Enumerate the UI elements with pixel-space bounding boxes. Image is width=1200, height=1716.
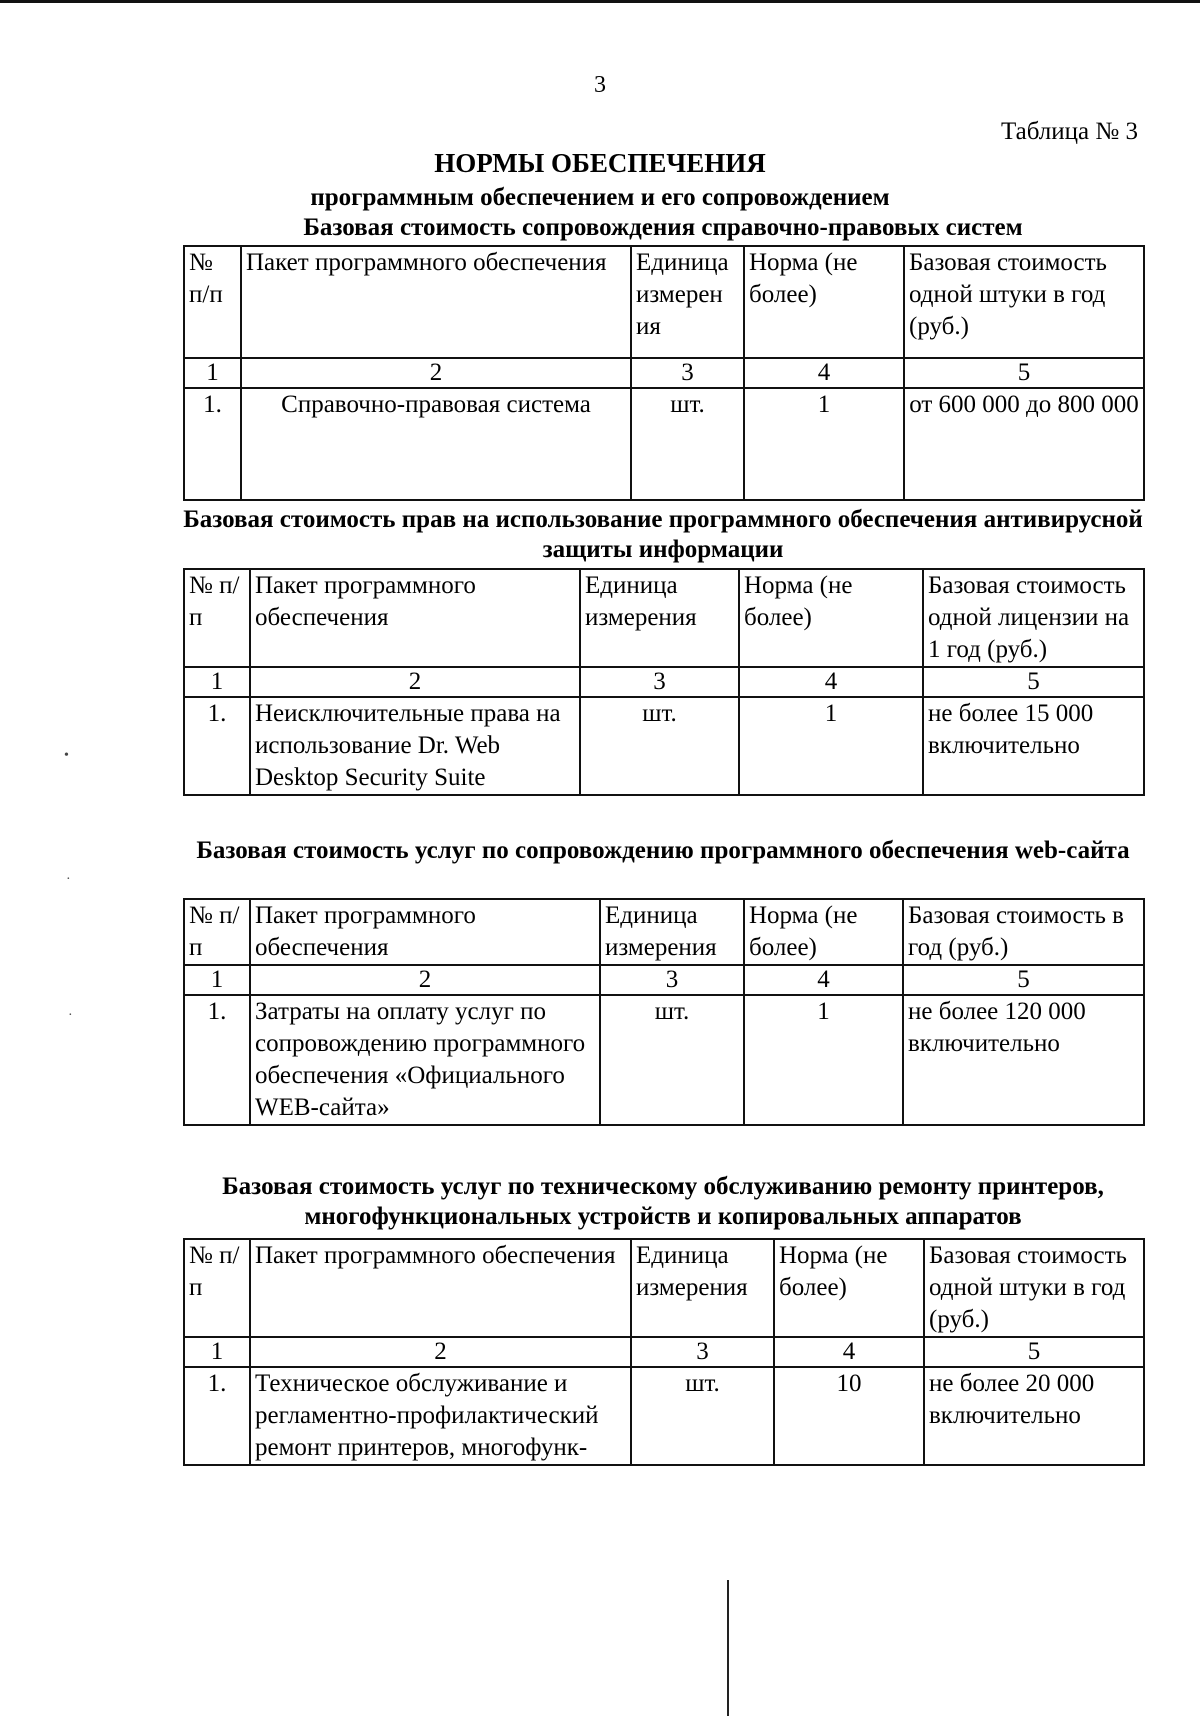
- row-index: 1.: [184, 697, 250, 795]
- document-subtitle: программным обеспечением и его сопровождением: [310, 184, 890, 211]
- header-package: Пакет программного обеспечения: [250, 899, 600, 965]
- scan-speck: ·: [68, 1008, 73, 1023]
- column-number: 2: [250, 965, 600, 995]
- table-printers: [183, 1238, 1145, 1466]
- table-row: [184, 995, 1144, 1125]
- column-number: 5: [904, 358, 1144, 388]
- column-number-row: [184, 358, 1144, 388]
- scan-speck: •: [64, 748, 69, 763]
- column-number: 3: [580, 667, 739, 697]
- row-norm: 1: [744, 995, 903, 1125]
- row-cost: от 600 000 до 800 000: [904, 388, 1144, 500]
- header-unit: Единица измерения: [631, 1239, 774, 1337]
- row-norm: 10: [774, 1367, 924, 1465]
- column-number-row: [184, 965, 1144, 995]
- column-number: 5: [923, 667, 1144, 697]
- header-cost: Базовая стоимость одной штуки в год (руб.): [924, 1239, 1144, 1337]
- scan-artifact-line: [727, 1580, 729, 1716]
- column-number-row: [184, 667, 1144, 697]
- column-number: 4: [739, 667, 923, 697]
- table-row: [184, 697, 1144, 795]
- row-index: 1.: [184, 1367, 250, 1465]
- header-package: Пакет программного обеспечения: [241, 246, 631, 358]
- column-number: 5: [903, 965, 1144, 995]
- column-number: 3: [631, 358, 744, 388]
- header-cost: Базовая стоимость одной лицензии на 1 год (руб.): [923, 569, 1144, 667]
- row-cost: не более 120 000 включительно: [903, 995, 1144, 1125]
- table-header-row: [184, 246, 1144, 358]
- row-unit: шт.: [600, 995, 744, 1125]
- table-label: Таблица № 3: [1000, 118, 1138, 145]
- row-cost: не более 20 000 включительно: [924, 1367, 1144, 1465]
- column-number: 4: [774, 1337, 924, 1367]
- header-package: Пакет программного обеспечения: [250, 1239, 631, 1337]
- header-number: № п/п: [184, 1239, 250, 1337]
- row-unit: шт.: [631, 388, 744, 500]
- header-unit: Единица измерен ия: [631, 246, 744, 358]
- scan-top-edge: [0, 0, 1200, 3]
- header-number: № п/п: [184, 569, 250, 667]
- table-header-row: [184, 899, 1144, 965]
- section-heading-legal-systems: Базовая стоимость сопровождения справочно-правовых систем: [303, 214, 1023, 241]
- column-number: 2: [250, 667, 580, 697]
- table-website: [183, 898, 1145, 1126]
- header-number: № п/п: [184, 246, 241, 358]
- row-norm: 1: [739, 697, 923, 795]
- page-number: 3: [594, 72, 606, 98]
- row-index: 1.: [184, 388, 241, 500]
- row-package: Техническое обслуживание и регламентно-профилактический ремонт принтеров, многофунк-: [250, 1367, 631, 1465]
- table-header-row: [184, 569, 1144, 667]
- table-legal-systems: [183, 245, 1145, 501]
- column-number: 3: [600, 965, 744, 995]
- section-heading-printers: Базовая стоимость услуг по техническому обслуживанию ремонту принтеров, многофункциональных устройств и копировальных аппаратов: [222, 1173, 1104, 1230]
- header-norm: Норма (не более): [744, 246, 904, 358]
- header-norm: Норма (не более): [744, 899, 903, 965]
- row-package: Неисключительные права на использование Dr. Web Desktop Security Suite: [250, 697, 580, 795]
- column-number: 2: [241, 358, 631, 388]
- row-cost: не более 15 000 включительно: [923, 697, 1144, 795]
- table-row: [184, 388, 1144, 500]
- column-number-row: [184, 1337, 1144, 1367]
- header-cost: Базовая стоимость в год (руб.): [903, 899, 1144, 965]
- section-heading-website: Базовая стоимость услуг по сопровождению программного обеспечения web-сайта: [196, 837, 1130, 864]
- column-number: 1: [184, 667, 250, 697]
- row-package: Затраты на оплату услуг по сопровождению программного обеспечения «Официального WEB-сайта»: [250, 995, 600, 1125]
- column-number: 5: [924, 1337, 1144, 1367]
- column-number: 4: [744, 965, 903, 995]
- row-unit: шт.: [631, 1367, 774, 1465]
- header-unit: Единица измерения: [600, 899, 744, 965]
- header-unit: Единица измерения: [580, 569, 739, 667]
- column-number: 1: [184, 1337, 250, 1367]
- header-cost: Базовая стоимость одной штуки в год (руб.): [904, 246, 1144, 358]
- row-unit: шт.: [580, 697, 739, 795]
- scan-speck: ·: [66, 872, 71, 887]
- document-title: НОРМЫ ОБЕСПЕЧЕНИЯ: [434, 148, 766, 178]
- table-header-row: [184, 1239, 1144, 1337]
- column-number: 1: [184, 965, 250, 995]
- table-antivirus: [183, 568, 1145, 796]
- row-index: 1.: [184, 995, 250, 1125]
- column-number: 4: [744, 358, 904, 388]
- header-norm: Норма (не более): [739, 569, 923, 667]
- header-number: № п/п: [184, 899, 250, 965]
- header-norm: Норма (не более): [774, 1239, 924, 1337]
- column-number: 3: [631, 1337, 774, 1367]
- header-package: Пакет программного обеспечения: [250, 569, 580, 667]
- row-package: Справочно-правовая система: [241, 388, 631, 500]
- section-heading-antivirus: Базовая стоимость прав на использование программного обеспечения антивирусной защиты информации: [183, 506, 1143, 563]
- table-row: [184, 1367, 1144, 1465]
- column-number: 1: [184, 358, 241, 388]
- column-number: 2: [250, 1337, 631, 1367]
- row-norm: 1: [744, 388, 904, 500]
